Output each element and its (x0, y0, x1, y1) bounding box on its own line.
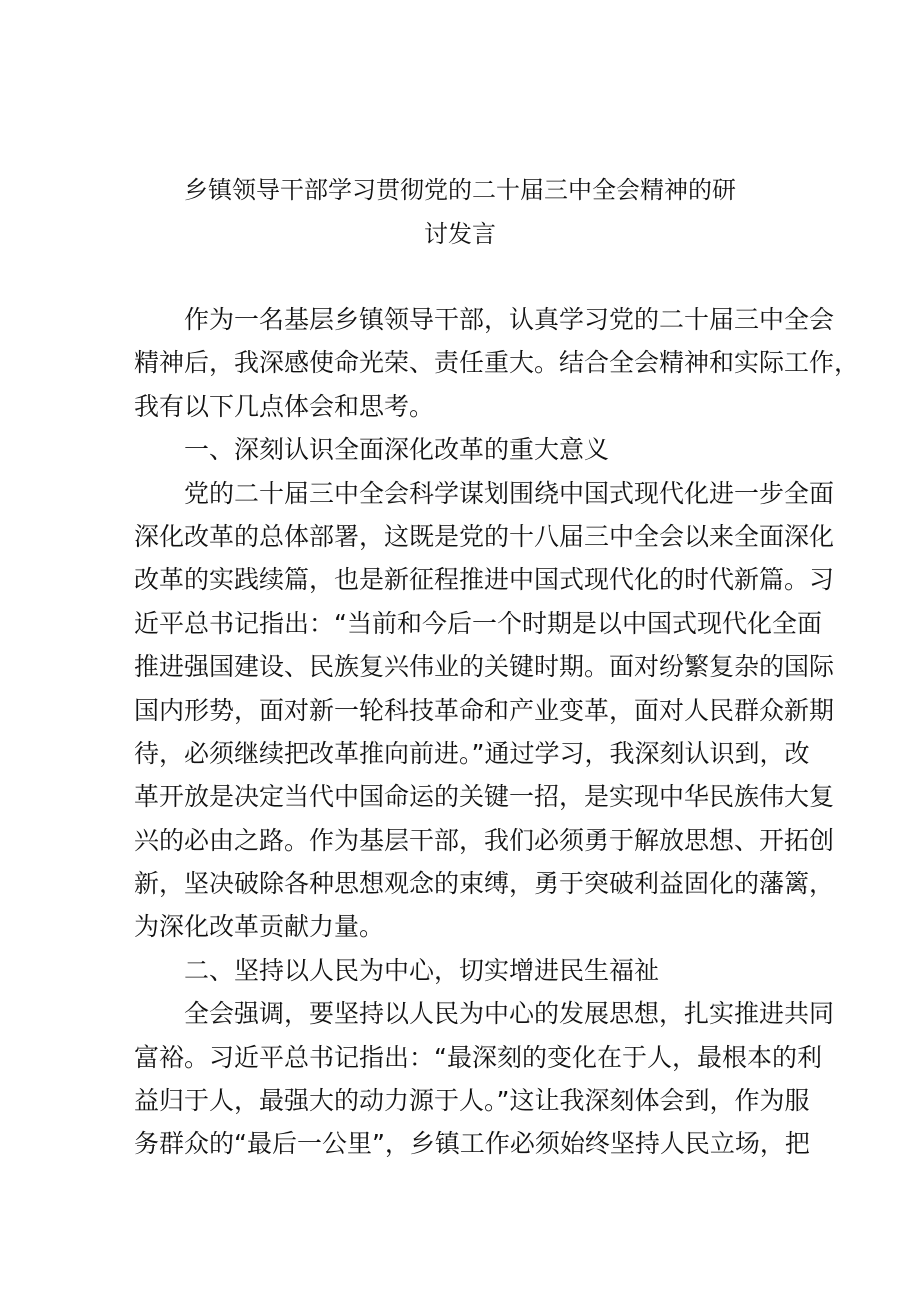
body-line: 推进强国建设、民族复兴伟业的关键时期。面对纷繁复杂的国际 (134, 652, 835, 682)
body-line: 国内形势，面对新一轮科技革命和产业变革，面对人民群众新期 (134, 695, 835, 725)
title-line-1: 乡镇领导干部学习贯彻党的二十届三中全会精神的研 (184, 176, 736, 204)
body-line: 待，必须继续把改革推向前进。”通过学习，我深刻认识到，改 (134, 738, 810, 768)
body-line: 作为一名基层乡镇领导干部，认真学习党的二十届三中全会 (184, 305, 835, 334)
body-line: 新，坚决破除各种思想观念的束缚，勇于突破利益固化的藩篱， (134, 869, 835, 899)
document-body (134, 298, 860, 1166)
body-line: 近平总书记指出：“当前和今后一个时期是以中国式现代化全面 (134, 608, 822, 638)
body-line: 精神后，我深感使命光荣、责任重大。结合全会精神和实际工作， (134, 348, 860, 378)
body-line: 党的二十届三中全会科学谋划围绕中国式现代化进一步全面 (184, 478, 835, 508)
document-title (0, 168, 920, 256)
body-line: 深化改革的总体部署，这既是党的十八届三中全会以来全面深化 (134, 521, 835, 551)
body-line: 改革的实践续篇，也是新征程推进中国式现代化的时代新篇。习 (134, 565, 835, 595)
body-line: 益归于人，最强大的动力源于人。”这让我深刻体会到，作为服 (134, 1086, 810, 1116)
body-line: 革开放是决定当代中国命运的关键一招，是实现中华民族伟大复 (134, 782, 835, 812)
body-line: 为深化改革贡献力量。 (134, 912, 385, 942)
body-line: 富裕。习近平总书记指出：“最深刻的变化在于人，最根本的利 (134, 1042, 822, 1072)
body-line: 全会强调，要坚持以人民为中心的发展思想，扎实推进共同 (184, 999, 835, 1029)
body-line: 一、深刻认识全面深化改革的重大意义 (184, 435, 610, 465)
body-line: 二、坚持以人民为中心，切实增进民生福祉 (184, 955, 660, 985)
body-line: 我有以下几点体会和思考。 (134, 391, 435, 421)
title-line-2: 讨发言 (424, 220, 496, 248)
body-line: 兴的必由之路。作为基层干部，我们必须勇于解放思想、开拓创 (134, 825, 835, 855)
body-line: 务群众的“最后一公里”，乡镇工作必须始终坚持人民立场，把 (134, 1129, 810, 1159)
